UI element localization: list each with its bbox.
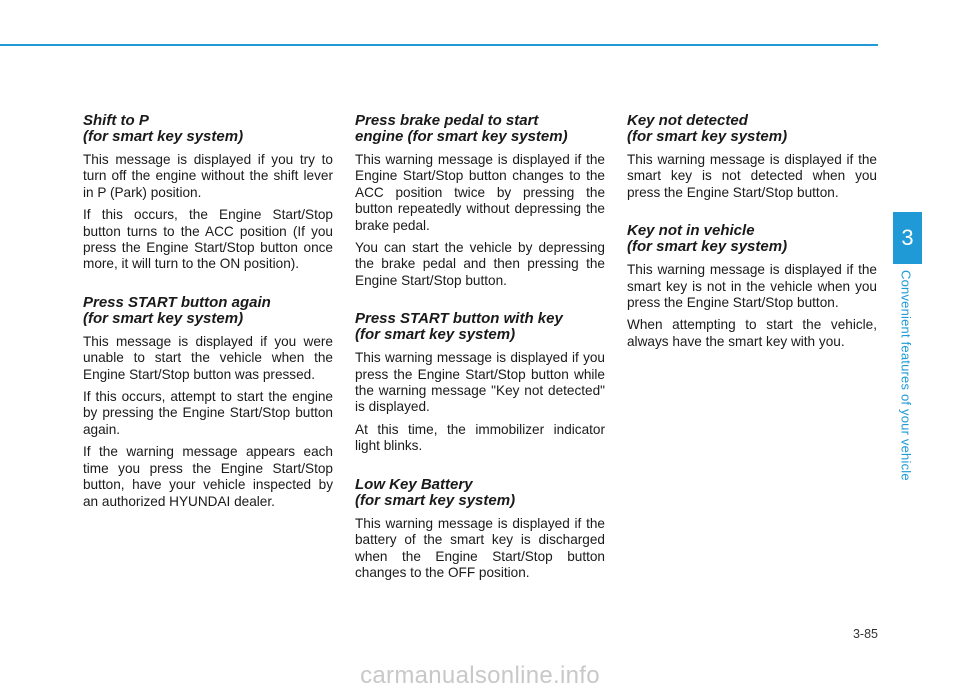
section-press-brake-pedal: [355, 113, 605, 289]
section-heading: Press START button with key (for smart key system): [355, 310, 563, 344]
section-press-start-with-key: [355, 311, 605, 454]
section-heading: Key not detected (for smart key system): [627, 112, 788, 145]
chapter-title-text: Convenient features of your vehicle: [898, 270, 914, 481]
paragraph: This warning message is displayed if the smart key is not detected when you press the Engine Start/Stop button.: [627, 152, 877, 200]
paragraph: This warning message is displayed if you press the Engine Start/Stop button while the warning message "Key not detected" is displayed.: [355, 350, 605, 415]
section-shift-to-p: [83, 113, 333, 273]
paragraph: If this occurs, the Engine Start/Stop button turns to the ACC position (If you press the Engine Start/Stop button once more, it will turn to the ON position).: [83, 207, 333, 272]
paragraph: If the warning message appears each time you press the Engine Start/Stop button, have your vehicle inspected by an authorized HYUNDAI dealer.: [83, 444, 333, 509]
column-2: [355, 113, 605, 603]
section-heading: Low Key Battery (for smart key system): [355, 475, 516, 509]
page-number: 3-85: [852, 627, 878, 641]
chapter-number-tab: 3: [893, 212, 922, 264]
paragraph: This message is displayed if you were unable to start the vehicle when the Engine Start/Stop button was pressed.: [83, 333, 333, 382]
column-1: [83, 113, 333, 532]
section-key-not-detected: [627, 113, 877, 201]
header-rule: [0, 44, 878, 46]
paragraph: You can start the vehicle by depressing the brake pedal and then pressing the Engine Start/Stop button.: [355, 240, 605, 288]
section-heading: Press brake pedal to start engine (for smart key system): [355, 112, 568, 145]
section-press-start-again: [83, 295, 333, 510]
section-low-key-battery: [355, 477, 605, 582]
paragraph: This warning message is displayed if the Engine Start/Stop button changes to the ACC position twice by pressing the button repeatedly without depressing the brake pedal.: [355, 152, 605, 233]
chapter-title: [881, 270, 931, 495]
column-3: [627, 113, 877, 372]
section-heading: Key not in vehicle (for smart key system): [627, 222, 788, 256]
section-key-not-in-vehicle: [627, 223, 877, 350]
paragraph: When attempting to start the vehicle, always have the smart key with you.: [627, 317, 877, 349]
paragraph: At this time, the immobilizer indicator light blinks.: [355, 421, 605, 454]
paragraph: This message is displayed if you try to turn off the engine without the shift lever in P (Park) position.: [83, 152, 333, 200]
section-heading: Press START button again (for smart key system): [83, 293, 271, 327]
section-heading: Shift to P (for smart key system): [83, 112, 244, 145]
paragraph: This warning message is displayed if the battery of the smart key is discharged when the Engine Start/Stop button changes to the OFF position.: [355, 515, 605, 580]
paragraph: If this occurs, attempt to start the engine by pressing the Engine Start/Stop button again.: [83, 389, 333, 437]
paragraph: This warning message is displayed if the smart key is not in the vehicle when you press the Engine Start/Stop button.: [627, 262, 877, 311]
watermark: carmanualsonline.info: [360, 662, 600, 689]
